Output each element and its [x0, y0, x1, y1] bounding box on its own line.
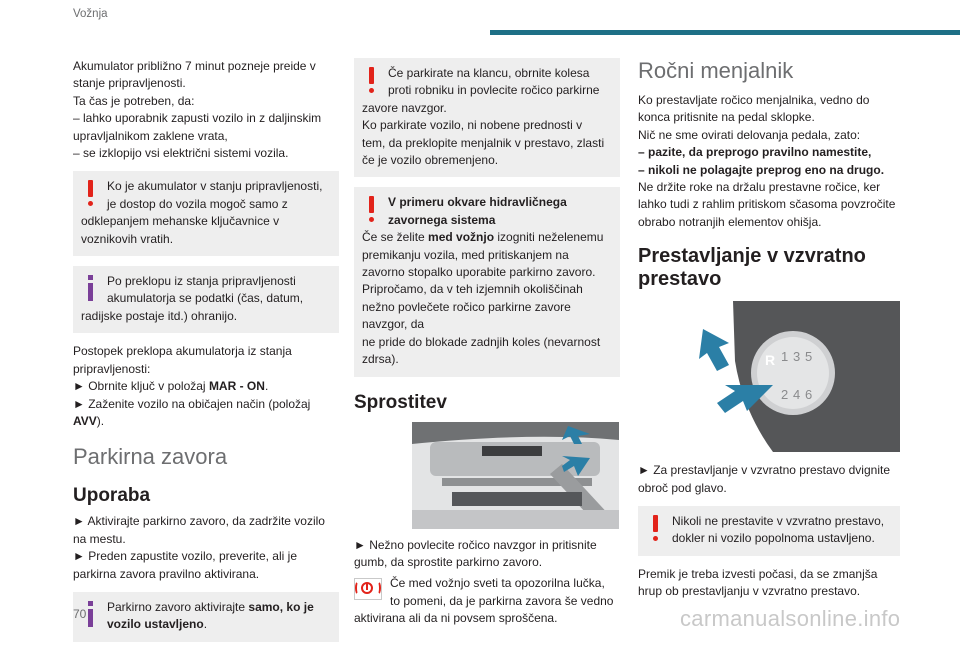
text-line: – pazite, da preprogo pravilno namestite,	[638, 145, 872, 160]
text-line: Ko je akumulator v stanju pripravljenosti,	[107, 179, 323, 194]
column-3	[638, 58, 900, 605]
text-line: na mestu.	[73, 531, 126, 546]
text-line: premikanju vozila, med pritiskanjem na	[362, 247, 569, 262]
reverse-paragraph	[638, 462, 900, 497]
column-2	[354, 58, 620, 628]
text-line: ► Za prestavljanje v vzvratno prestavo dvignite	[638, 463, 890, 478]
text-line: – nikoli ne polagajte preprog eno na drugo.	[638, 162, 885, 177]
warning-note	[73, 171, 339, 256]
subsection-title: Uporaba	[73, 485, 151, 507]
text-line: Akumulator približno 7 minut pozneje preide v	[73, 59, 316, 73]
text-line: obrabo notranjih elementov ohišja.	[638, 214, 822, 229]
text-line: gumb, da sprostite parkirno zavoro.	[354, 554, 543, 569]
note-bold-text: samo, ko je	[248, 599, 314, 614]
text-line: ► Nežno povlecite ročico navzgor in pritisnite	[354, 537, 597, 552]
text-line: Ne držite roke na držalu prestavne ročice, ker	[638, 180, 881, 195]
gear-label: 5	[805, 349, 813, 365]
intro-paragraph	[73, 58, 339, 162]
warning-exclamation-icon	[369, 67, 374, 84]
note-bold-text: vozilo ustavljeno	[107, 617, 204, 632]
note-title: zavornega sistema	[388, 212, 496, 227]
text-line: Če med vožnjo sveti ta opozorilna lučka,	[390, 576, 605, 591]
text-line: ► Zaženite vozilo na običajen način (položaj	[73, 396, 311, 411]
text-line: upravljalnikom zaklene vrata,	[73, 128, 228, 143]
warning-exclamation-icon	[369, 196, 374, 213]
text-line: Če parkirate na klancu, obrnite kolesa	[388, 66, 590, 80]
text-line: – se izklopijo vsi električni sistemi vozila.	[73, 146, 289, 161]
info-note	[73, 592, 339, 642]
text-line: Ta čas je potreben, da:	[73, 93, 195, 108]
text-line: zavore navzgor.	[362, 100, 447, 115]
text-line: ► Aktivirajte parkirno zavoro, da zadržite vozilo	[73, 514, 325, 529]
outro-paragraph	[638, 566, 900, 601]
section-title: Parkirna zavora	[73, 444, 228, 470]
text-line: aktivirana ali da ni povsem sproščena.	[354, 611, 558, 626]
text-line: parkirna zavora pravilno aktivirana.	[73, 566, 260, 581]
text-line: če je vozilo obremenjeno.	[362, 153, 499, 168]
text-line: ne pride do blokade zadnjih koles (nevarnost	[362, 334, 601, 349]
header-accent-bar	[490, 30, 960, 35]
text-line: Ko parkirate vozilo, ni nobene prednosti v	[362, 118, 583, 133]
info-note	[73, 266, 339, 333]
text-line: Ko prestavljate ročico menjalnika, vedno do	[638, 93, 870, 107]
title-line: Prestavljanje v vzvratno	[638, 245, 866, 268]
text-line: nežno povlečete ročico parkirne zavore navzgor, da	[362, 299, 571, 332]
watermark: carmanualsonline.info	[680, 606, 901, 631]
gear-label: 4	[793, 387, 801, 403]
text-line: odklepanjem mehanske ključavnice v	[81, 214, 280, 229]
gear-label-r: R	[765, 352, 776, 369]
warning-note	[354, 58, 620, 177]
text-line: hrup ob prestavljanju v vzvratno prestavo.	[638, 584, 861, 599]
text-line: konca pritisnite na pedal sklopke.	[638, 110, 815, 125]
step-text: .	[264, 379, 269, 394]
text-line: proti robniku in povlecite ročico parkirne	[388, 83, 600, 98]
step-1	[73, 378, 339, 395]
note-text: Če se želite	[362, 230, 429, 245]
text-line: je dostop do vozila mogoč samo z	[107, 196, 288, 211]
text-line: – lahko uporabnik zapusti vozilo in z daljinskim	[73, 111, 322, 126]
gear-label: 1	[781, 349, 789, 365]
note-title: V primeru okvare hidravličnega	[388, 195, 567, 210]
text-line: voznikovih vratih.	[81, 231, 174, 246]
note-bold-text: med vožnjo	[428, 230, 495, 245]
intro-paragraph	[638, 92, 900, 231]
step-2	[73, 413, 339, 430]
note-text: izogniti neželenemu	[494, 230, 604, 245]
step-text: ).	[96, 413, 105, 428]
step-key-position: AVV	[73, 413, 97, 428]
procedure-paragraph	[73, 343, 339, 430]
lamp-paragraph	[354, 575, 620, 627]
text-line: zdrsa).	[362, 352, 399, 367]
warning-note	[638, 506, 900, 556]
column-1	[73, 58, 339, 652]
text-line	[362, 229, 612, 246]
handbrake-illustration	[412, 422, 619, 529]
text-line: dokler ni vozilo popolnoma ustavljeno.	[672, 531, 875, 546]
gear-label: 6	[805, 387, 813, 403]
subsection-title: Sprostitev	[354, 391, 447, 413]
warning-exclamation-icon	[88, 180, 93, 197]
subsection-title	[638, 245, 900, 291]
text-line: Nič ne sme ovirati delovanja pedala, zato:	[638, 127, 861, 142]
gear-label: 3	[793, 349, 801, 365]
header-title: Vožnja	[73, 8, 108, 20]
note-text: Parkirno zavoro aktivirajte	[107, 599, 249, 614]
text-line: pripravljenosti:	[73, 361, 151, 376]
release-paragraph	[354, 537, 620, 572]
text-line: Nikoli ne prestavite v vzvratno prestavo,	[672, 514, 885, 529]
parking-brake-warning-lamp-icon	[354, 578, 382, 600]
gear-label: 2	[781, 387, 789, 403]
text-line: Po preklopu iz stanja pripravljenosti	[107, 274, 296, 289]
warning-note	[354, 187, 620, 376]
section-title: Ročni menjalnik	[638, 58, 794, 83]
text-line: Premik je treba izvesti počasi, da se zmanjša	[638, 566, 878, 581]
text-line: zavorno stopalko uporabite parkirno zavoro.	[362, 265, 596, 280]
text-line: to pomeni, da je parkirna zavora še vedno	[390, 593, 614, 608]
page-number: 70	[73, 607, 87, 621]
gear-lever-illustration	[673, 301, 900, 452]
text-line: Pripročamo, da v teh izjemnih okoliščinah	[362, 282, 583, 297]
text-line: akumulatorja se podatki (čas, datum,	[107, 291, 304, 306]
text-line: obroč pod glavo.	[638, 480, 727, 495]
title-line: prestavo	[638, 268, 722, 291]
text-line: Postopek preklopa akumulatorja iz stanja	[73, 344, 292, 359]
info-icon	[88, 275, 93, 280]
step-text: ► Obrnite ključ v položaj	[73, 379, 209, 394]
text-line: radijske postaje itd.) ohranijo.	[81, 308, 238, 323]
note-text: .	[203, 617, 208, 632]
usage-paragraph	[73, 513, 339, 583]
warning-exclamation-icon	[653, 515, 658, 532]
step-key-position: MAR - ON	[208, 379, 265, 394]
text-line: stanje pripravljenosti.	[73, 76, 186, 91]
text-line: ► Preden zapustite vozilo, preverite, ali je	[73, 549, 297, 564]
text-line	[81, 616, 331, 633]
info-icon	[88, 601, 93, 606]
text-line: tem, da preklopite menjalnik v prestavo, zlasti	[362, 135, 605, 150]
text-line	[81, 599, 331, 616]
text-line: lahko tudi z rahlim pritiskom sčasoma povzročite	[638, 197, 896, 212]
